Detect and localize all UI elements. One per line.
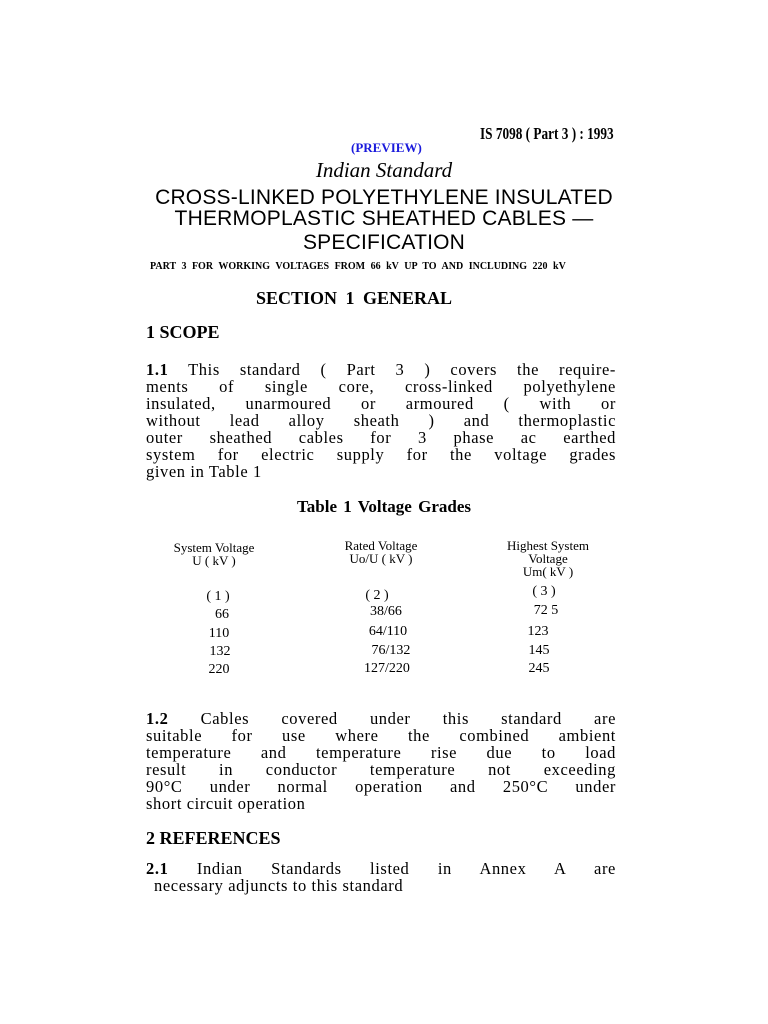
table-column-header-3 [478,539,618,578]
table-cell: 220 [208,662,230,677]
clause-text-line: outer sheathed cables for 3 phase ac earthed [146,428,616,447]
document-title-line-1: CROSS-LINKED POLYETHYLENE INSULATED [155,186,613,209]
table-column-header-2 [311,539,451,565]
document-title-line-2: THERMOPLASTIC SHEATHED CABLES — [174,207,594,230]
references-heading: 2 REFERENCES [146,828,281,848]
table-cell: 123 [527,624,549,639]
clause-text-line: This standard ( Part 3 ) covers the require- [188,360,616,379]
table-cell: 64/110 [368,624,408,639]
scope-heading: 1 SCOPE [146,322,220,342]
table-cell: 66 [215,607,229,622]
column-header-line: Highest System [507,538,589,553]
table-cell: 72 5 [533,603,559,618]
clause-1-1 [146,361,616,480]
column-header-line: System Voltage [173,540,255,555]
table-cell: 76/132 [371,643,411,658]
clause-text-line: Cables covered under this standard are [200,709,616,728]
clause-text-line: without lead alloy sheath ) and thermoplastic [146,411,616,430]
column-header-line: Um( kV ) [522,564,574,579]
clause-text-line: necessary adjuncts to this standard [154,876,404,895]
part-subtitle: PART 3 FOR WORKING VOLTAGES FROM 66 kV UP TO AND INCLUDING 220 kV [150,261,566,272]
standard-series: Indian Standard [315,158,453,182]
column-header-line: Rated Voltage [344,538,418,553]
document-title-line-3: SPECIFICATION [302,231,466,254]
clause-number: 1.2 [146,709,169,728]
table-cell: 38/66 [370,604,402,619]
clause-number: 2.1 [146,859,169,878]
table-cell: 145 [528,643,550,658]
clause-text-line: 90°C under normal operation and 250°C under [146,777,616,796]
table-cell: 132 [209,644,231,659]
table-column-number: ( 1 ) [206,589,230,604]
clause-2-1 [146,860,616,894]
table-title: Table 1 Voltage Grades [297,497,471,516]
table-column-number: ( 3 ) [532,584,556,599]
table-cell: 245 [528,661,550,676]
clause-text-line: insulated, unarmoured or armoured ( with or [146,394,616,413]
clause-1-2 [146,710,616,812]
clause-text-line: temperature and temperature rise due to load [146,743,616,762]
clause-text-line: short circuit operation [146,794,306,813]
clause-number: 1.1 [146,360,169,379]
clause-text-line: system for electric supply for the voltage grades [146,445,616,464]
table-cell: 127/220 [364,661,410,676]
section-heading: SECTION 1 GENERAL [256,288,453,308]
table-cell: 110 [208,626,230,641]
clause-text-line: given in Table 1 [146,462,262,481]
clause-text-line: suitable for use where the combined ambient [146,726,616,745]
column-header-line: U ( kV ) [192,553,236,568]
table-column-header-1 [144,541,284,567]
clause-text-line: ments of single core, cross-linked polyethylene [146,377,616,396]
clause-text-line: Indian Standards listed in Annex A are [196,859,616,878]
column-header-line: Voltage [528,551,568,566]
preview-label: (PREVIEW) [351,140,422,155]
clause-text-line: result in conductor temperature not exceeding [146,760,616,779]
table-column-number: ( 2 ) [365,588,389,603]
column-header-line: Uo/U ( kV ) [349,551,413,566]
standard-number: IS 7098 ( Part 3 ) : 1993 [480,124,614,143]
